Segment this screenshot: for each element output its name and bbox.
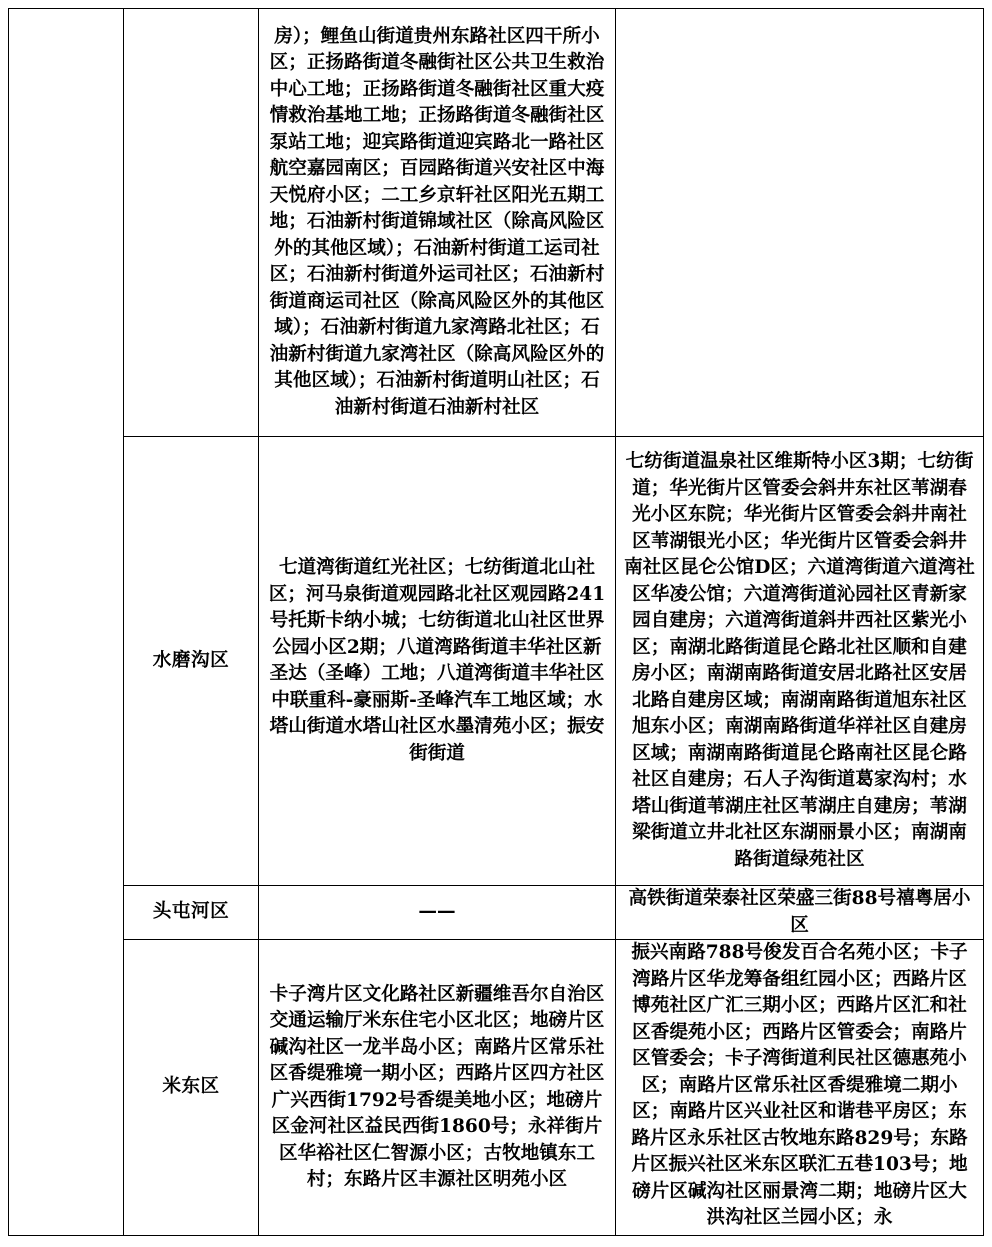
- low-risk-cell: 高铁街道荣泰社区荣盛三街88号禧粤居小区: [616, 886, 984, 940]
- low-risk-cell: [616, 9, 984, 437]
- district-cell: [124, 9, 259, 437]
- region-cell: [9, 9, 124, 1236]
- medium-risk-cell: 卡子湾片区文化路社区新疆维吾尔自治区交通运输厅米东住宅小区北区；地磅片区碱沟社区一龙半岛小区；南路片区常乐社区香缇雅境一期小区；西路片区四方社区广兴西街1792号香缇美地小区；地磅片区金河社区益民西街1860号；永祥街片区华裕社区仁智源小区；古牧地镇东工村；东路片区丰源社区明苑小区: [259, 940, 616, 1236]
- district-cell: 水磨沟区: [124, 437, 259, 886]
- medium-risk-cell: 七道湾街道红光社区；七纺街道北山社区；河马泉街道观园路北社区观园路241号托斯卡纳小城；七纺街道北山社区世界公园小区2期；八道湾路街道丰华社区新圣达（圣峰）工地；八道湾街道丰华社区中联重科-豪丽斯-圣峰汽车工地区域；水塔山街道水塔山社区水墨清苑小区；振安街街道: [259, 437, 616, 886]
- district-cell: 头屯河区: [124, 886, 259, 940]
- table-row: [9, 886, 984, 940]
- medium-risk-cell: 房）；鲤鱼山街道贵州东路社区四干所小区；正扬路街道冬融街社区公共卫生救治中心工地；正扬路街道冬融街社区重大疫情救治基地工地；正扬路街道冬融街社区泵站工地；迎宾路街道迎宾路北一路社区航空嘉园南区；百园路街道兴安社区中海天悦府小区；二工乡京轩社区阳光五期工地；石油新村街道锦域社区（除高风险区外的其他区域）；石油新村街道工运司社区；石油新村街道外运司社区；石油新村街道商运司社区（除高风险区外的其他区域）；石油新村街道九家湾路北社区；石油新村街道九家湾社区（除高风险区外的其他区域）；石油新村街道明山社区；石油新村街道石油新村社区: [259, 9, 616, 437]
- table-row: [9, 9, 984, 437]
- district-cell: 米东区: [124, 940, 259, 1236]
- low-risk-cell: 七纺街道温泉社区维斯特小区3期；七纺街道；华光街片区管委会斜井东社区苇湖春光小区东院；华光街片区管委会斜井南社区苇湖银光小区；华光街片区管委会斜井南社区昆仑公馆D区；六道湾街道六道湾社区华凌公馆；六道湾街道沁园社区青新家园自建房；六道湾街道斜井西社区紫光小区；南湖北路街道昆仑路北社区顺和自建房小区；南湖南路街道安居北路社区安居北路自建房区域；南湖南路街道旭东社区旭东小区；南湖南路街道华祥社区自建房区域；南湖南路街道昆仑路南社区昆仑路社区自建房；石人子沟街道葛家沟村；水塔山街道苇湖庄社区苇湖庄自建房；苇湖梁街道立井北社区东湖丽景小区；南湖南路街道绿苑社区: [616, 437, 984, 886]
- table-row: [9, 437, 984, 886]
- medium-risk-cell: ——: [259, 886, 616, 940]
- low-risk-cell: 振兴南路788号俊发百合名苑小区；卡子湾路片区华龙筹备组红园小区；西路片区博苑社区广汇三期小区；西路片区汇和社区香缇苑小区；西路片区管委会；南路片区管委会；卡子湾街道利民社区德惠苑小区；南路片区常乐社区香缇雅境二期小区；南路片区兴业社区和谐巷平房区；东路片区永乐社区古牧地东路829号；东路片区振兴社区米东区联汇五巷103号；地磅片区碱沟社区丽景湾二期；地磅片区大洪沟社区兰园小区；永: [616, 940, 984, 1236]
- risk-area-table: [8, 8, 984, 1236]
- table-row: [9, 940, 984, 1236]
